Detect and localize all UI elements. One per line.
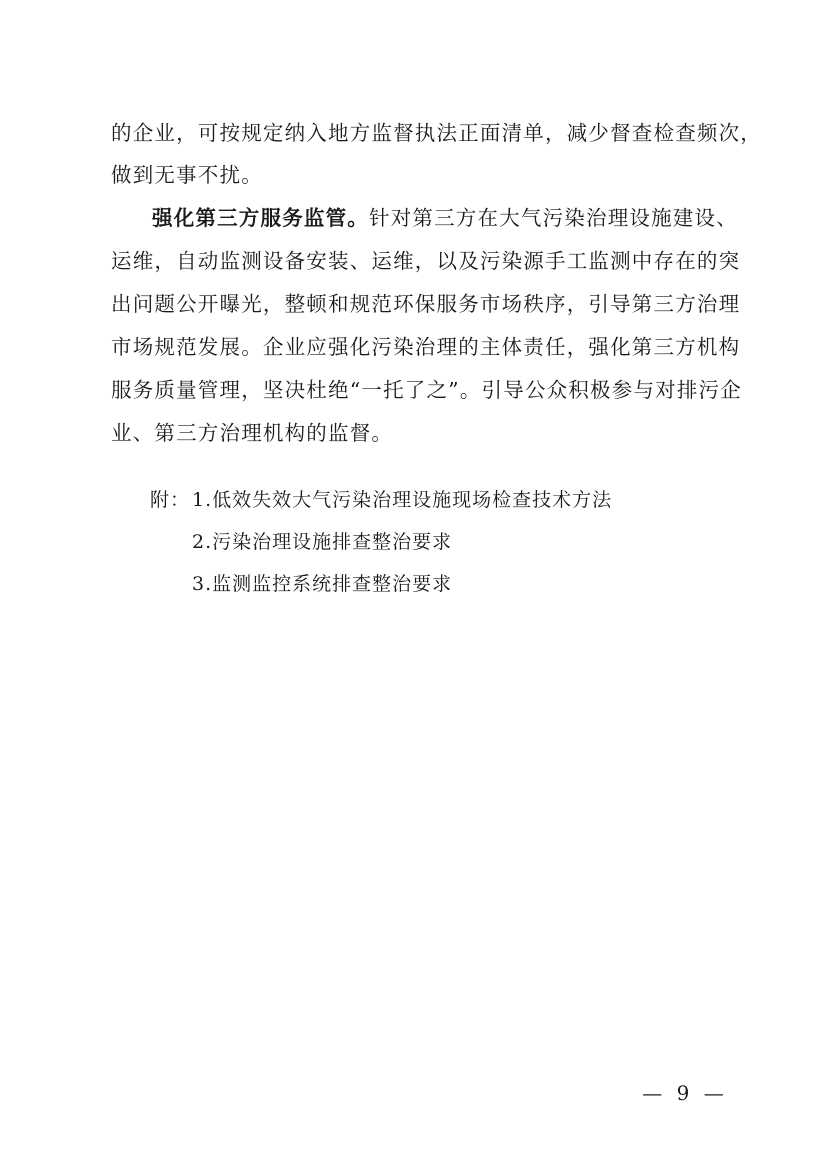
paragraph-line: 出问题公开曝光，整顿和规范环保服务市场秩序，引导第三方治理: [111, 292, 741, 316]
paragraph-line: 运维，自动监测设备安装、运维，以及污染源手工监测中存在的突: [111, 249, 741, 273]
attachment-item: 2.污染治理设施排查整治要求: [192, 531, 453, 553]
paragraph-heading: 强化第三方服务监管。: [152, 206, 369, 230]
paragraph-line: 做到无事不扰。: [111, 163, 263, 187]
paragraph-line: 业、第三方治理机构的监督。: [111, 421, 394, 445]
attachment-item: 3.监测监控系统排查整治要求: [192, 573, 453, 595]
attachment-label: 附：: [150, 489, 191, 511]
paragraph-line: 市场规范发展。企业应强化污染治理的主体责任，强化第三方机构: [111, 335, 741, 359]
attachment-item: 1.低效失效大气污染治理设施现场检查技术方法: [192, 489, 613, 511]
paragraph-first-line: [152, 203, 738, 233]
paragraph-text: 针对第三方在大气污染治理设施建设、: [369, 206, 738, 230]
page-number: — 9 —: [642, 1081, 728, 1105]
paragraph-line: 服务质量管理，坚决杜绝“一托了之”。引导公众积极参与对排污企: [111, 378, 742, 402]
paragraph-line: 的企业，可按规定纳入地方监督执法正面清单，减少督查检查频次，: [111, 121, 762, 145]
